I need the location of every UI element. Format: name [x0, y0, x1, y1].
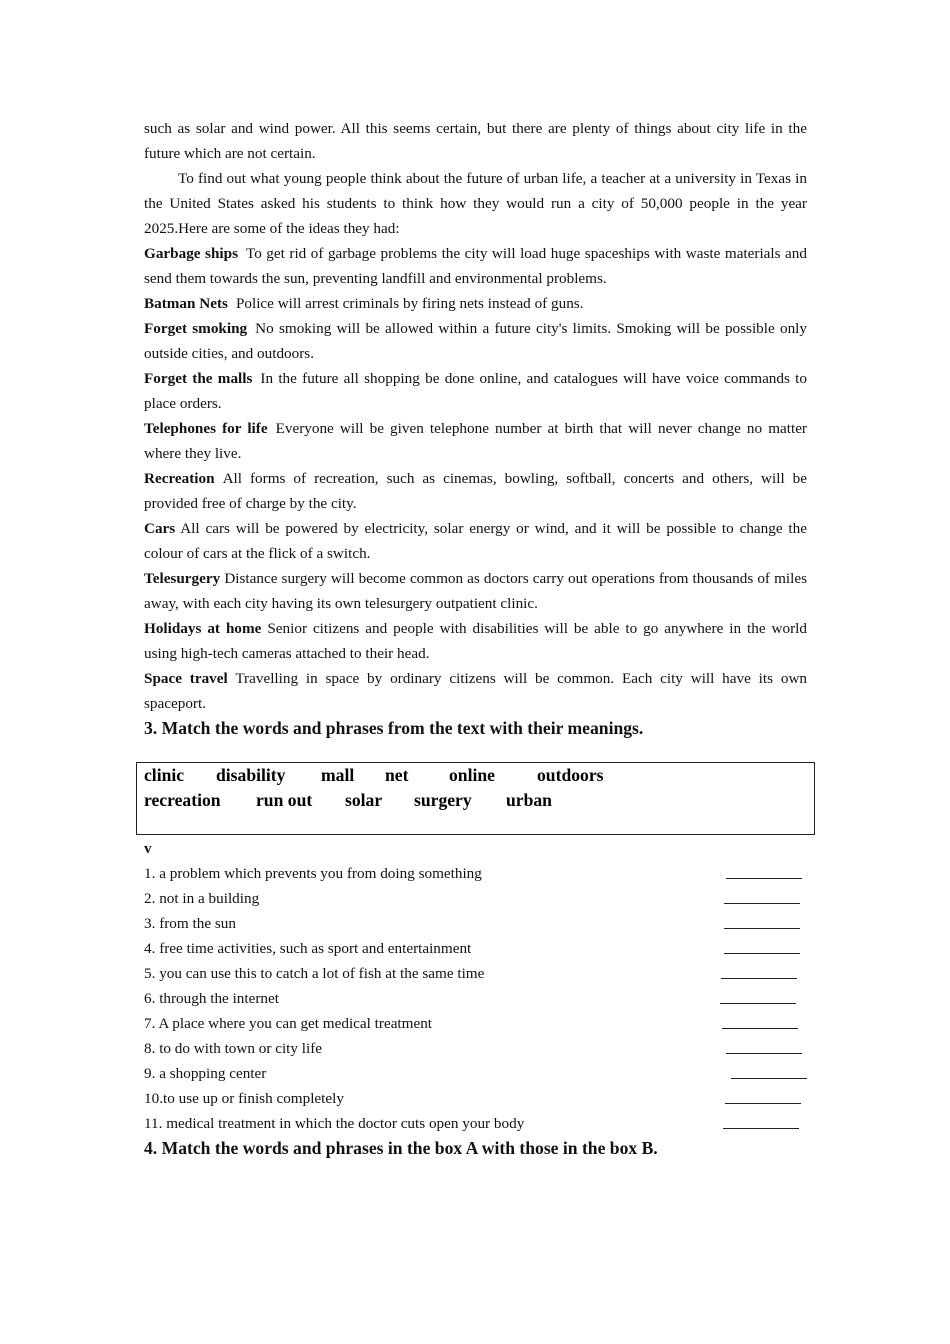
list-item: [144, 961, 807, 986]
answer-blank[interactable]: [721, 961, 797, 979]
list-item: [144, 986, 807, 1011]
list-item: [144, 1111, 807, 1136]
item-text: 4. free time activities, such as sport and entertainment: [144, 940, 472, 957]
idea-term: Cars: [144, 520, 176, 537]
list-item: [144, 1086, 807, 1111]
idea-text: Everyone will be given telephone number at birth that will never change no matter where they live.: [144, 420, 807, 462]
idea-forget-malls: [144, 366, 807, 416]
answer-blank[interactable]: [724, 936, 800, 954]
word-box-word: online: [449, 765, 495, 785]
item-text: 5. you can use this to catch a lot of fish at the same time: [144, 965, 485, 982]
idea-term: Space travel: [144, 670, 228, 687]
idea-text: No smoking will be allowed within a future city's limits. Smoking will be possible only outside cities, and outdoors.: [144, 320, 807, 362]
passage-opening: such as solar and wind power. All this seems certain, but there are plenty of things about city life in the future which are not certain.: [144, 120, 807, 162]
idea-text: Travelling in space by ordinary citizens will be common. Each city will have its own spaceport.: [144, 670, 807, 712]
item-text: 9. a shopping center: [144, 1065, 267, 1082]
idea-holidays-at-home: [144, 616, 807, 666]
answer-blank[interactable]: [720, 986, 796, 1004]
idea-term: Forget smoking: [144, 320, 248, 337]
idea-term: Holidays at home: [144, 620, 262, 637]
idea-term: Garbage ships: [144, 245, 238, 262]
idea-recreation: [144, 466, 807, 516]
idea-text: Police will arrest criminals by firing nets instead of guns.: [235, 295, 584, 312]
idea-text: All cars will be powered by electricity, solar energy or wind, and it will be possible to change the colour of cars at the flick of a switch.: [144, 520, 807, 562]
idea-text: In the future all shopping be done online, and catalogues will have voice commands to place orders.: [144, 370, 807, 412]
list-item: [144, 1011, 807, 1036]
stray-mark: v: [144, 840, 152, 857]
idea-forget-smoking: [144, 316, 807, 366]
item-text: 3. from the sun: [144, 915, 236, 932]
item-text: 7. A place where you can get medical treatment: [144, 1015, 433, 1032]
idea-telesurgery: [144, 566, 807, 616]
item-text: 10.to use up or finish completely: [144, 1090, 344, 1107]
answer-blank[interactable]: [722, 1011, 798, 1029]
answer-blank[interactable]: [726, 861, 802, 879]
passage: [144, 116, 807, 741]
word-box-word: surgery: [414, 790, 472, 810]
word-box-word: net: [385, 765, 409, 785]
item-text: 6. through the internet: [144, 990, 279, 1007]
answer-blank[interactable]: [726, 1036, 802, 1054]
idea-cars: [144, 516, 807, 566]
list-item: [144, 911, 807, 936]
word-box-word: clinic: [144, 765, 185, 785]
word-box-word: urban: [506, 790, 552, 810]
word-box-word: run out: [256, 790, 313, 810]
list-item: [144, 1036, 807, 1061]
idea-batman-nets: [144, 291, 807, 316]
exercise3-heading: 3. Match the words and phrases from the text with their meanings.: [144, 718, 644, 738]
idea-term: Telesurgery: [144, 570, 221, 587]
list-item: [144, 936, 807, 961]
idea-text: Senior citizens and people with disabilities will be able to go anywhere in the world using high-tech cameras attached to their head.: [144, 620, 807, 662]
answer-blank[interactable]: [723, 1111, 799, 1129]
idea-term: Telephones for life: [144, 420, 268, 437]
answer-blank[interactable]: [724, 886, 800, 904]
item-text: 2. not in a building: [144, 890, 260, 907]
item-text: 8. to do with town or city life: [144, 1040, 323, 1057]
word-box-word: recreation: [144, 790, 221, 810]
word-box-row-2: [144, 788, 552, 813]
idea-space-travel: [144, 666, 807, 716]
word-box-row-1: [144, 763, 603, 788]
word-box-word: outdoors: [537, 765, 604, 785]
idea-telephones-for-life: [144, 416, 807, 466]
idea-text: Distance surgery will become common as doctors carry out operations from thousands of miles away, with each city having its own telesurgery outpatient clinic.: [144, 570, 807, 612]
idea-term: Forget the malls: [144, 370, 253, 387]
answer-blank[interactable]: [724, 911, 800, 929]
list-item: [144, 886, 807, 911]
word-box-word: mall: [321, 765, 355, 785]
idea-garbage-ships: [144, 241, 807, 291]
list-item: [144, 1061, 807, 1086]
item-text: 1. a problem which prevents you from doing something: [144, 865, 482, 882]
list-item: [144, 861, 807, 886]
word-box-word: disability: [216, 765, 286, 785]
idea-term: Batman Nets: [144, 295, 228, 312]
answer-blank[interactable]: [731, 1061, 807, 1079]
exercise3-items: [144, 836, 807, 1161]
idea-term: Recreation: [144, 470, 215, 487]
answer-blank[interactable]: [725, 1086, 801, 1104]
idea-text: To get rid of garbage problems the city will load huge spaceships with waste materials and send them towards the sun, preventing landfill and environmental problems.: [144, 245, 807, 287]
word-box: [136, 762, 815, 835]
word-box-word: solar: [345, 790, 383, 810]
exercise4-heading: 4. Match the words and phrases in the box A with those in the box B.: [144, 1138, 658, 1158]
item-text: 11. medical treatment in which the doctor cuts open your body: [144, 1115, 525, 1132]
idea-text: All forms of recreation, such as cinemas, bowling, softball, concerts and others, will be provided free of charge by the city.: [144, 470, 807, 512]
passage-intro: To find out what young people think about the future of urban life, a teacher at a university in Texas in the United States asked his students to think how they would run a city of 50,000 people in the year 2025.Here are some of the ideas they had:: [144, 170, 807, 237]
